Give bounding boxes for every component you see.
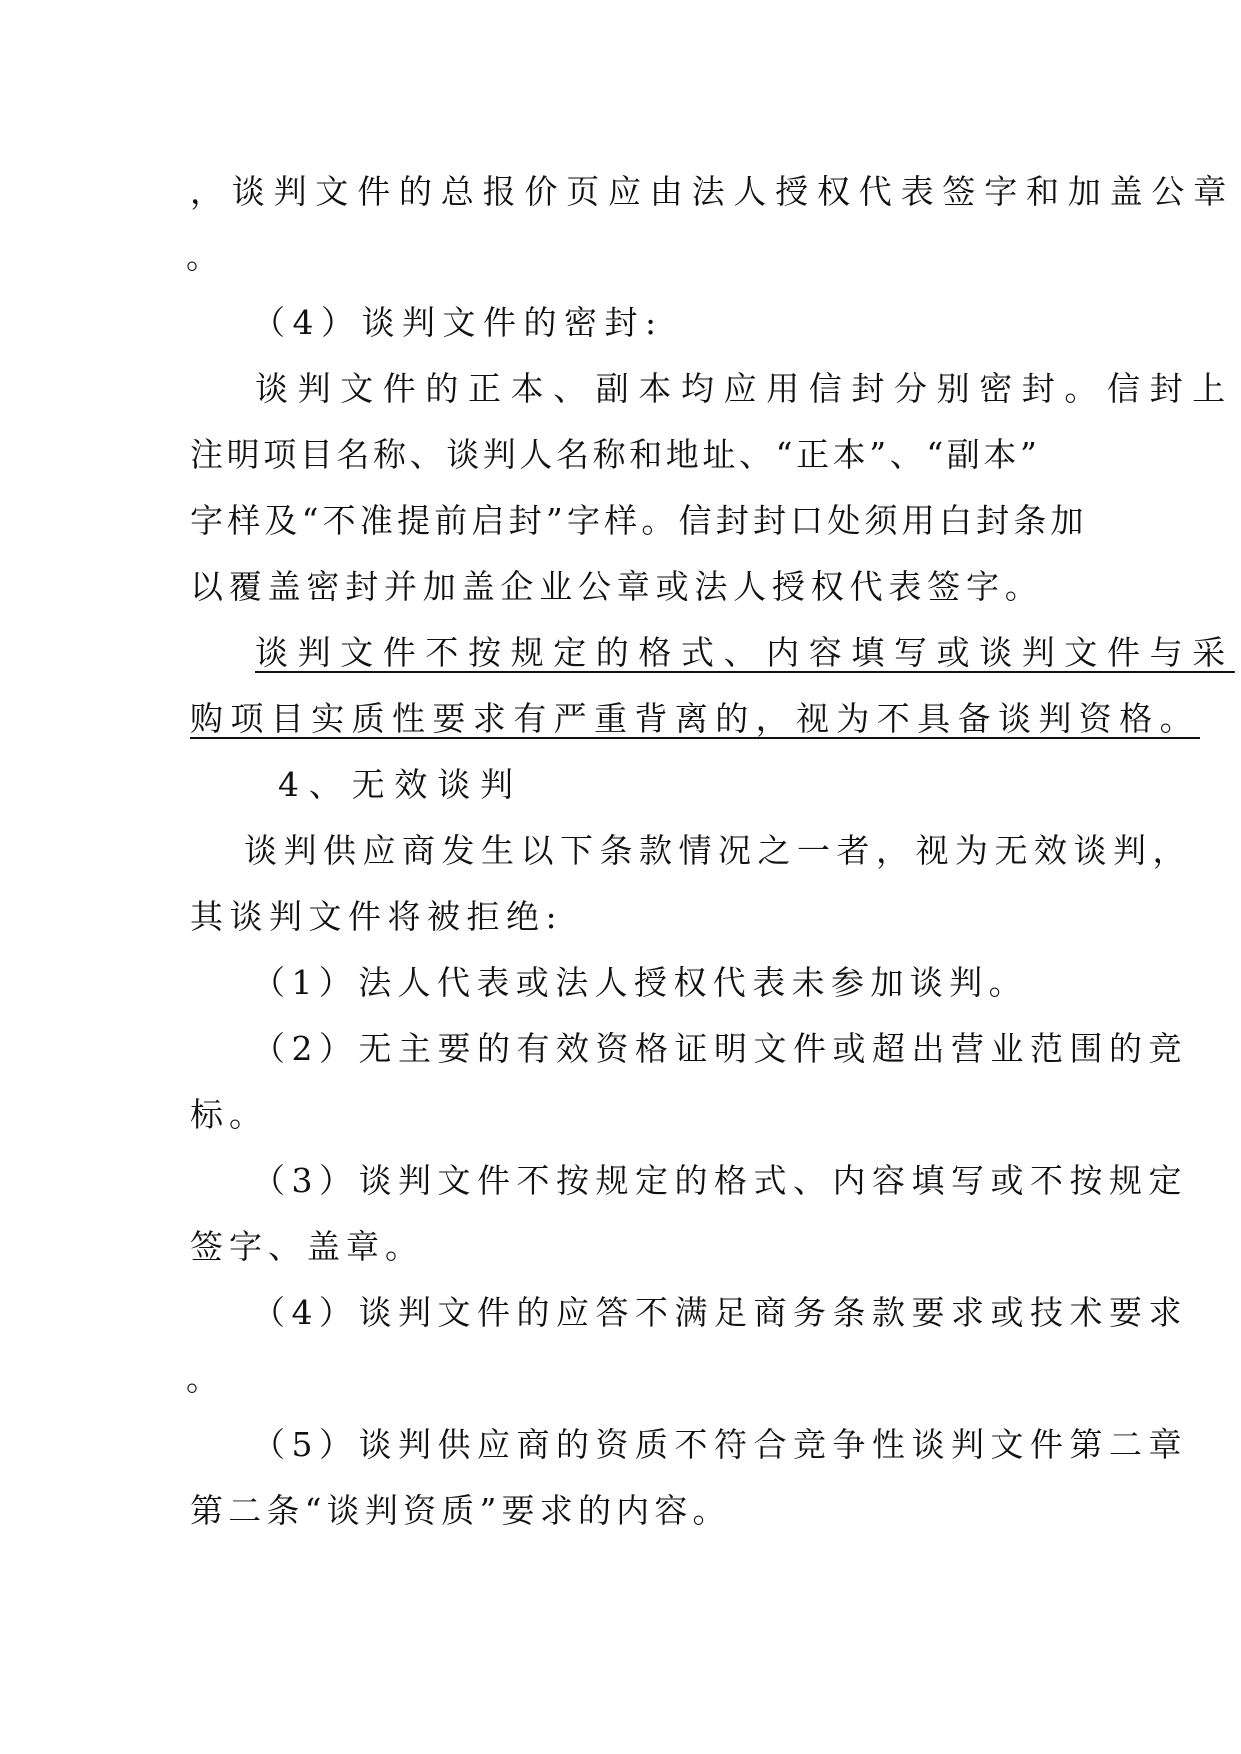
text-line: 第二条“谈判资质”要求的内容。 [190, 1491, 731, 1530]
text-line: 标。 [190, 1095, 268, 1134]
text-line: ，谈判文件的总报价页应由法人授权代表签字和加盖公章 [190, 172, 1235, 211]
section-heading: 4、无效谈判 [278, 765, 523, 804]
list-item: （5）谈判供应商的资质不符合竞争性谈判文件第二章 [252, 1425, 1188, 1464]
text-line: 以覆盖密封并加盖企业公章或法人授权代表签字。 [190, 567, 1044, 606]
text-line: 签字、盖章。 [190, 1227, 424, 1266]
text-line: 其谈判文件将被拒绝: [190, 897, 564, 936]
text-line: 。 [186, 1359, 219, 1398]
list-item: （1）法人代表或法人授权代表未参加谈判。 [252, 963, 1028, 1002]
list-item: （2）无主要的有效资格证明文件或超出营业范围的竞 [252, 1029, 1188, 1068]
text-line: 谈判文件的正本、副本均应用信封分别密封。信封上 [255, 369, 1235, 408]
list-item: （4）谈判文件的应答不满足商务条款要求或技术要求 [252, 1293, 1188, 1332]
text-line: 谈判供应商发生以下条款情况之一者，视为无效谈判， [244, 831, 1192, 870]
text-line: 字样及“不准提前启封”字样。信封封口处须用白封条加 [190, 501, 1088, 540]
underlined-text-line: 谈判文件不按规定的格式、内容填写或谈判文件与采 [255, 633, 1235, 672]
list-item: （3）谈判文件不按规定的格式、内容填写或不按规定 [252, 1161, 1188, 1200]
underlined-text-line: 购项目实质性要求有严重背离的，视为不具备谈判资格。 [190, 699, 1200, 738]
section-heading: （4）谈判文件的密封: [252, 303, 664, 342]
text-line: 。 [186, 237, 219, 276]
text-line: 注明项目名称、谈判人名称和地址、“正本”、“副本” [190, 435, 1041, 474]
